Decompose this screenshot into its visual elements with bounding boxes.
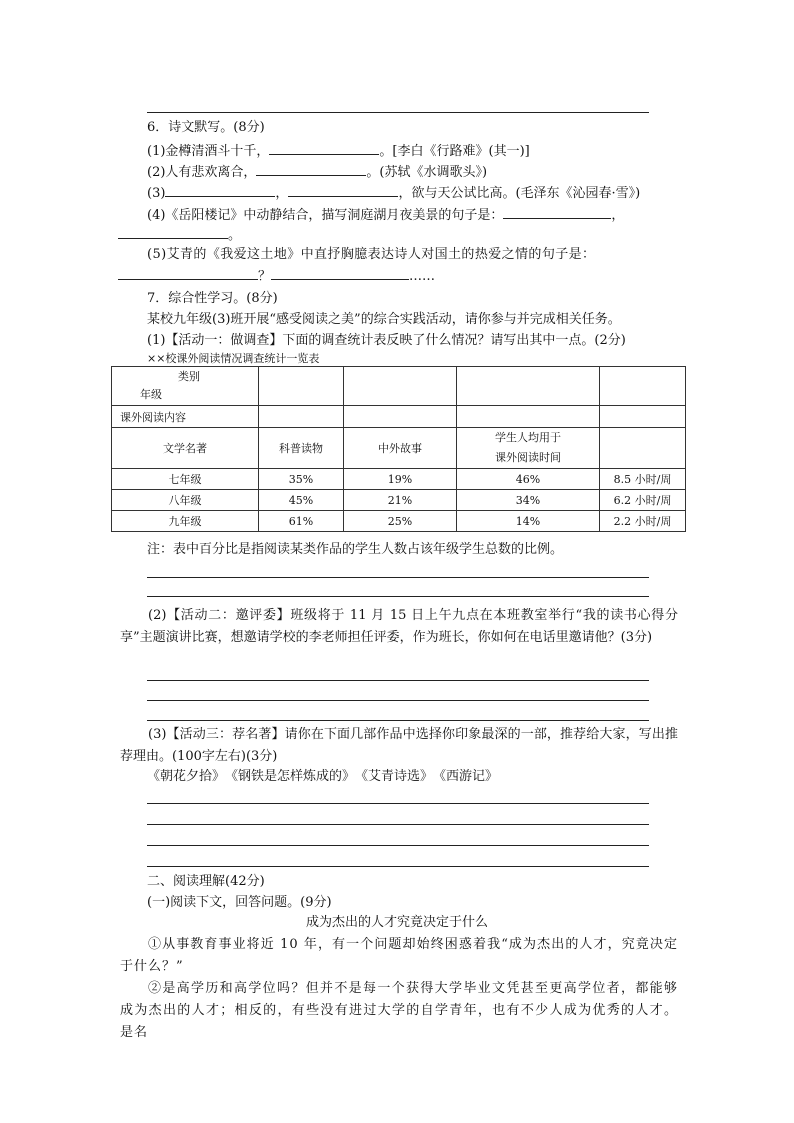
answer-line[interactable]	[147, 824, 649, 825]
table-cell: 8.5 小时/周	[600, 469, 686, 490]
q6-item-1-text-b: 。[李白《行路难》(其一)]	[379, 144, 530, 159]
col-header-line-1: 学生人均用于	[495, 431, 561, 444]
q6-item-2-text-b: 。(苏轼《水调歌头》)	[366, 165, 488, 180]
table-cell: 2.2 小时/周	[600, 511, 686, 532]
table-row	[112, 511, 686, 532]
table-cell: 19%	[344, 469, 457, 490]
survey-table	[111, 366, 686, 532]
q6-title: 6．诗文默写。(8分)	[147, 120, 265, 135]
table-cell: 14%	[457, 511, 600, 532]
q6-item-3-text-c: ，欲与天公试比高。(毛泽东《沁园春·雪》)	[398, 186, 641, 201]
answer-line[interactable]	[147, 680, 649, 681]
col-header: 文学名著	[112, 428, 259, 469]
answer-line[interactable]	[147, 577, 649, 578]
article-paragraph-1: ①从事教育事业将近 10 年，有一个问题却始终困惑着我“成为杰出的人才，究竟决定于什么？”	[120, 937, 678, 974]
col-header	[457, 428, 600, 469]
blank-field[interactable]	[288, 182, 398, 197]
table-row	[112, 367, 686, 406]
table-cell: 46%	[457, 469, 600, 490]
table-cell	[600, 406, 686, 428]
table-cell: 45%	[259, 490, 344, 511]
col-header-line-2: 课外阅读时间	[495, 451, 561, 464]
q6-item-5-text-a: (5)艾青的《我爱这土地》中直抒胸臆表达诗人对国土的热爱之情的句子是：	[147, 247, 596, 262]
q6-item-1-text-a: (1)金樽清酒斗十千，	[147, 144, 270, 159]
table-cell: 25%	[344, 511, 457, 532]
table-title: ××校课外阅读情况调查统计一览表	[147, 352, 320, 365]
table-header-corner	[112, 367, 259, 406]
col-header: 中外故事	[344, 428, 457, 469]
table-cell	[259, 406, 344, 428]
table-cell	[457, 406, 600, 428]
answer-line[interactable]	[147, 596, 649, 597]
table-cell: 35%	[259, 469, 344, 490]
book-list: 《朝花夕拾》 《钢铁是怎样炼成的》 《艾青诗选》 《西游记》	[147, 769, 499, 784]
q6-item-4-cont	[118, 224, 628, 246]
section-title: 二、阅读理解(42分)	[147, 874, 265, 889]
table-cell	[344, 367, 457, 406]
table-cell	[600, 428, 686, 469]
table-cell: 九年级	[112, 511, 259, 532]
table-cell	[600, 367, 686, 406]
blank-field[interactable]	[269, 140, 379, 155]
blank-field[interactable]	[118, 265, 258, 280]
article-paragraph-2: ②是高学历和高学位吗？但并不是每一个获得大学毕业文凭甚至更高学位者，都能够成为杰出的人才；相反的，有些没有进过大学的自学青年，也有不少人成为优秀的人才。是名	[120, 981, 678, 1040]
header-category: 类别	[178, 370, 200, 383]
q6-item-4-text-a: (4)《岳阳楼记》中动静结合，描写洞庭湖月夜美景的句子是：	[147, 208, 504, 223]
blank-field[interactable]	[118, 224, 228, 239]
answer-line[interactable]	[147, 845, 649, 846]
q7-activity-2: (2)【活动二：邀评委】班级将于 11 月 15 日上午九点在本班教室举行“我的读书心得分享”主题演讲比赛，想邀请学校的李老师担任评委，作为班长，你如何在电话里邀请他？(3分)	[120, 608, 678, 645]
q7-title: 7．综合性学习。(8分)	[147, 291, 278, 306]
answer-line[interactable]	[147, 720, 649, 721]
table-note: 注：表中百分比是指阅读某类作品的学生人数占该年级学生总数的比例。	[147, 542, 564, 557]
table-row	[112, 428, 686, 469]
blank-field[interactable]	[503, 204, 611, 219]
table-row	[112, 490, 686, 511]
table-cell: 34%	[457, 490, 600, 511]
q6-item-3-text-a: (3)	[147, 186, 166, 201]
table-cell: 八年级	[112, 490, 259, 511]
table-row	[112, 406, 686, 428]
q6-item-1	[147, 140, 657, 162]
q6-item-3	[147, 182, 657, 204]
article-title: 成为杰出的人才究竟决定于什么	[305, 915, 488, 930]
header-grade: 年级	[140, 388, 162, 401]
answer-line[interactable]	[147, 700, 649, 701]
header-content: 课外阅读内容	[112, 406, 259, 428]
answer-line	[147, 112, 649, 113]
section-subtitle: (一)阅读下文，回答问题。(9分)	[147, 895, 332, 910]
answer-line[interactable]	[147, 866, 649, 867]
q7-activity-1: (1)【活动一：做调查】下面的调查统计表反映了什么情况？请写出其中一点。(2分)	[147, 333, 626, 348]
table-cell: 七年级	[112, 469, 259, 490]
q6-item-3-text-b: ，	[275, 186, 289, 201]
table-cell: 21%	[344, 490, 457, 511]
q6-item-2-text-a: (2)人有悲欢离合，	[147, 165, 257, 180]
q6-item-5-text-c: ……	[409, 269, 436, 284]
q6-item-5-cont	[118, 265, 628, 287]
table-cell: 6.2 小时/周	[600, 490, 686, 511]
q6-item-4-text-c: 。	[228, 228, 242, 243]
q6-item-4	[147, 204, 657, 226]
q6-item-5-text-b: ？	[258, 269, 272, 284]
answer-line[interactable]	[147, 803, 649, 804]
table-cell	[344, 406, 457, 428]
q7-intro: 某校九年级(3)班开展“感受阅读之美”的综合实践活动，请你参与并完成相关任务。	[147, 312, 621, 327]
blank-field[interactable]	[271, 265, 409, 280]
table-cell: 61%	[259, 511, 344, 532]
col-header: 科普读物	[259, 428, 344, 469]
table-cell	[259, 367, 344, 406]
q6-item-5	[147, 245, 687, 265]
q7-activity-3: (3)【活动三：荐名著】请你在下面几部作品中选择你印象最深的一部，推荐给大家，写出推荐理由。(100字左右)(3分)	[120, 727, 678, 764]
q6-item-4-text-b: ，	[611, 208, 625, 223]
q6-item-2	[147, 161, 657, 183]
table-cell	[457, 367, 600, 406]
blank-field[interactable]	[165, 182, 275, 197]
table-row	[112, 469, 686, 490]
blank-field[interactable]	[256, 161, 366, 176]
